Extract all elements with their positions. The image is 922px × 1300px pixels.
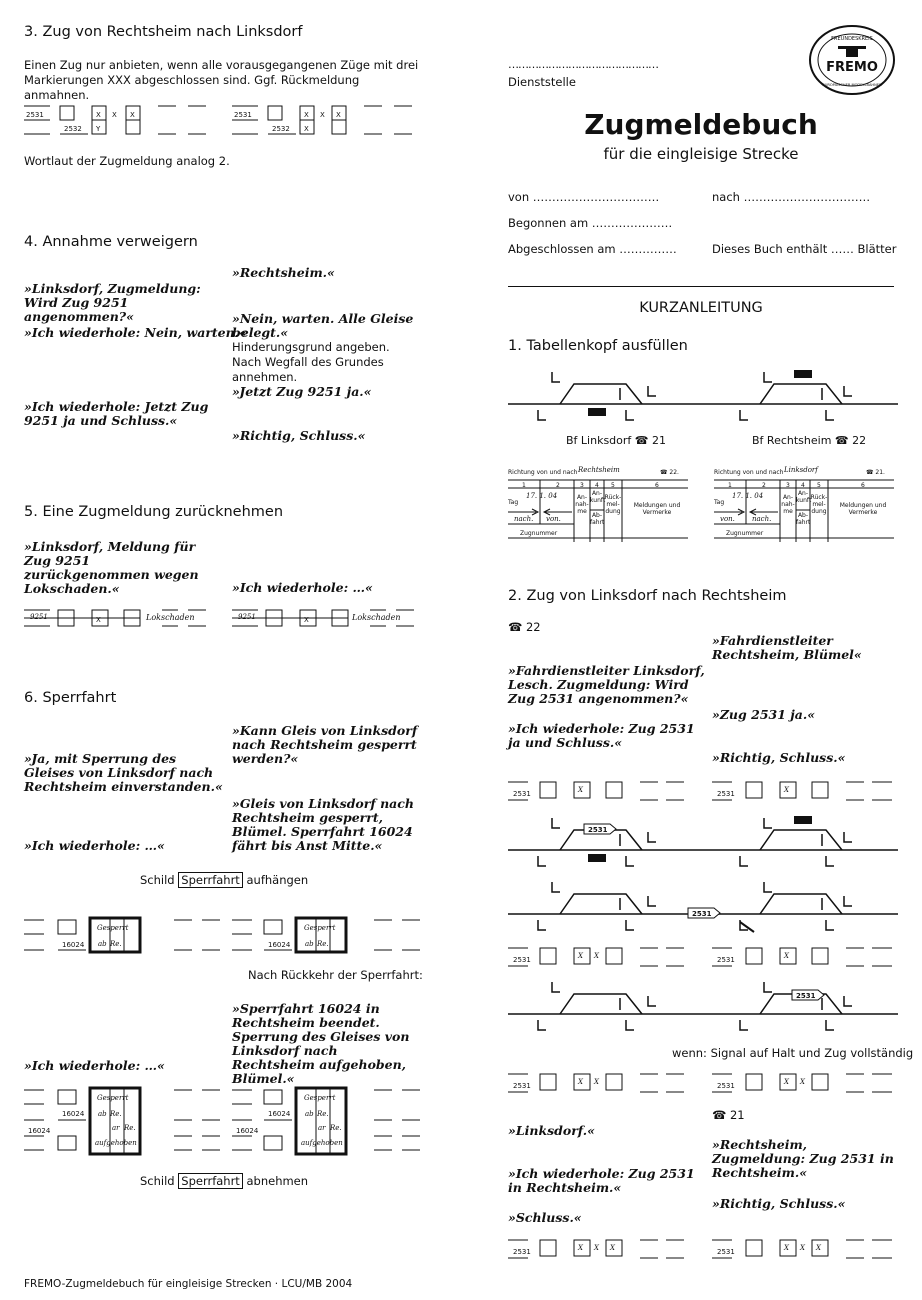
tbl-l-tag: Tag	[508, 499, 519, 506]
col-num-l-1: 1	[522, 482, 526, 489]
s2-entry-row-f	[508, 1070, 898, 1096]
tbl-r-date: 17. 1. 04	[732, 492, 764, 500]
svg-text:X: X	[96, 616, 101, 624]
svg-text:2532: 2532	[272, 125, 290, 133]
tbl-r-von: von.	[720, 515, 735, 523]
field-begonnen: Begonnen am …………………	[508, 216, 673, 230]
section3-text: Einen Zug nur anbieten, wenn alle vorausgegangenen Züge mit drei Markierungen XXX abgeschlossen sind. Ggf. Rückmeldung anmahnen.	[24, 58, 419, 102]
s2-quote-4: »Ich wiederhole: Zug 2531 ja und Schluss.«	[508, 721, 695, 750]
s6-e1-re: Re.	[110, 940, 122, 948]
bf-linksdorf: Bf Linksdorf ☎ 21	[566, 434, 666, 447]
s5-train-label-1: 9251	[30, 613, 48, 621]
s6-e2-train-b: 16024	[28, 1127, 51, 1135]
field-abgeschlossen: Abgeschlossen am ……………	[508, 242, 677, 256]
s4-quote-1: »Rechtsheim.«	[232, 265, 335, 280]
s2-quote-2: »Fahrdienstleiter Linksdorf, Lesch. Zugmeldung: Wird Zug 2531 angenommen?«	[508, 663, 705, 706]
s2-g-x-3: X	[610, 1244, 615, 1252]
s5-quote-2: »Ich wiederhole: …«	[232, 580, 373, 595]
tbl-r-zugnummer: Zugnummer	[726, 530, 764, 537]
s2-g-x-2: X	[594, 1244, 599, 1252]
s6-quote-5: »Sperrfahrt 16024 in Rechtsheim beendet. Sperrung des Gleises von Linksdorf nach Rechtsheim aufgehoben, Blümel.«	[232, 1001, 410, 1086]
section4-heading: 4. Annahme verweigern	[24, 234, 198, 250]
s6-e2-re: Re.	[110, 1110, 122, 1118]
section3-entry-graphic	[24, 100, 424, 142]
col-num-r-3: 3	[786, 482, 790, 489]
s2-tel22: ☎ 22	[508, 620, 541, 634]
tbl-l-rueck: Rück-mel-dung	[604, 494, 622, 515]
s2-a-train-2: 2531	[717, 790, 735, 798]
s2-g-x-4: X	[784, 1244, 789, 1252]
s6-e2b-gesperrt: Gesperrt	[304, 1094, 336, 1102]
s2-quote-3: »Zug 2531 ja.«	[712, 707, 816, 722]
s2-f-x-4: X	[800, 1078, 805, 1086]
tbl-r-tag: Tag	[714, 499, 725, 506]
s6-e2b-aufgehoben: aufgehoben	[301, 1139, 343, 1147]
s6-e1b-train: 16024	[268, 941, 291, 949]
s2-a-x-1: X	[578, 786, 583, 794]
s2-f-x-3: X	[784, 1078, 789, 1086]
s2-track-diagram-3	[508, 976, 898, 1036]
s2-track-diagram-2	[508, 876, 898, 932]
tbl-l-tel: ☎ 22.	[660, 469, 679, 476]
s2-g-x-1: X	[578, 1244, 583, 1252]
tbl-r-rueck: Rück-mel-dung	[810, 494, 828, 515]
svg-text:2531: 2531	[692, 910, 712, 918]
s6-e2-aufgehoben: aufgehoben	[95, 1139, 137, 1147]
s6-e2b-train-b: 16024	[236, 1127, 259, 1135]
col-num-l-6: 6	[655, 482, 659, 489]
s6-e1b-gesperrt: Gesperrt	[304, 924, 336, 932]
dienststelle-label: Dienststelle	[508, 75, 576, 89]
s2-g-x-6: X	[816, 1244, 821, 1252]
col-num-l-4: 4	[595, 482, 599, 489]
col-num-r-6: 6	[861, 482, 865, 489]
book-title: Zugmeldebuch	[584, 108, 818, 141]
s6-sign-post: aufhängen	[246, 873, 309, 887]
svg-text:X: X	[336, 111, 341, 119]
svg-text:X: X	[304, 125, 309, 133]
field-blaetter: Dieses Buch enthält …… Blätter	[712, 242, 897, 256]
s2-a-train-1: 2531	[513, 790, 531, 798]
s6-quote-2: »Ja, mit Sperrung des Gleises von Linksdorf nach Rechtsheim einverstanden.«	[24, 751, 223, 794]
svg-text:X: X	[96, 111, 101, 119]
tbl-l-von: von.	[546, 515, 561, 523]
fremo-logo	[808, 24, 896, 96]
s6-e2-gesperrt: Gesperrt	[97, 1094, 129, 1102]
s4-quote-7: »Richtig, Schluss.«	[232, 428, 366, 443]
bf-rechtsheim: Bf Rechtsheim ☎ 22	[752, 434, 867, 447]
svg-text:X: X	[112, 111, 117, 119]
s6-e1-train: 16024	[62, 941, 85, 949]
s2-f-train-1: 2531	[513, 1082, 531, 1090]
s6-quote-3: »Gleis von Linksdorf nach Rechtsheim gesperrt, Blümel. Sperrfahrt 16024 fährt bis Anst Mitte.«	[232, 796, 414, 853]
s6-e2-train: 16024	[62, 1110, 85, 1118]
s6-quote-6: »Ich wiederhole: …«	[24, 1058, 165, 1073]
s2-g-train-1: 2531	[513, 1248, 531, 1256]
tbl-l-abfahrt: Ab-fahrt	[590, 512, 605, 526]
tbl-r-nach: nach.	[752, 515, 772, 523]
s6-e2-ar: ar	[112, 1124, 120, 1132]
dienststelle-dots: ………………………………………	[508, 58, 658, 71]
s2-quote-6: »Linksdorf.«	[508, 1123, 595, 1138]
s2-quote-8: »Ich wiederhole: Zug 2531 in Rechtsheim.«	[508, 1166, 695, 1195]
s4-quote-6: »Ich wiederhole: Jetzt Zug 9251 ja und Schluss.«	[24, 399, 209, 428]
svg-text:X: X	[320, 111, 325, 119]
svg-text:2531: 2531	[234, 111, 252, 119]
s6-e2-ab: ab	[98, 1110, 107, 1118]
s6-sign-hang	[140, 873, 308, 888]
s6-e1-gesperrt: Gesperrt	[97, 924, 129, 932]
tbl-l-nach: nach.	[514, 515, 534, 523]
col-num-r-4: 4	[801, 482, 805, 489]
s4-quote-2: »Linksdorf, Zugmeldung: Wird Zug 9251 angenommen?«	[24, 281, 201, 324]
col-num-l-2: 2	[556, 482, 560, 489]
svg-text:2531: 2531	[796, 992, 816, 1000]
s4-note: Hinderungsgrund angeben. Nach Wegfall des Grundes annehmen.	[232, 340, 390, 384]
s6-e1b-re: Re.	[317, 940, 329, 948]
s2-a-x-2: X	[784, 786, 789, 794]
col-num-r-1: 1	[728, 482, 732, 489]
s6-e1-ab: ab	[98, 940, 107, 948]
s2-f-x-1: X	[578, 1078, 583, 1086]
s2-d-x-1: X	[578, 952, 583, 960]
s6-sign-pre-2: Schild	[140, 1174, 175, 1188]
s2-d-x-3: X	[784, 952, 789, 960]
tbl-l-date: 17. 1. 04	[526, 492, 558, 500]
tbl-r-name: Linksdorf	[784, 466, 818, 474]
s2-f-train-2: 2531	[717, 1082, 735, 1090]
s2-wenn: wenn: Signal auf Halt und Zug vollständig	[672, 1046, 914, 1060]
field-nach: nach ……………………………	[712, 190, 871, 204]
s4-quote-5: »Jetzt Zug 9251 ja.«	[232, 384, 372, 399]
s2-entry-row-d	[508, 944, 898, 970]
s2-f-x-2: X	[594, 1078, 599, 1086]
svg-text:2531: 2531	[588, 826, 608, 834]
s2-entry-row-g	[508, 1236, 898, 1262]
svg-text:X: X	[304, 111, 309, 119]
footer: FREMO-Zugmeldebuch für eingleisige Strecken · LCU/MB 2004	[24, 1278, 353, 1290]
tbl-r-annahme: An-nah-me	[781, 494, 795, 515]
divider	[508, 286, 894, 287]
s6-return-note: Nach Rückkehr der Sperrfahrt:	[248, 968, 423, 982]
svg-text:2531: 2531	[26, 111, 44, 119]
tbl-r-meld: Meldungen und Vermerke	[839, 502, 887, 516]
svg-text:X: X	[130, 111, 135, 119]
svg-text:Y: Y	[96, 125, 101, 133]
col-num-r-5: 5	[817, 482, 821, 489]
s2-d-train-1: 2531	[513, 956, 531, 964]
section5-heading: 5. Eine Zugmeldung zurücknehmen	[24, 504, 284, 520]
tbl-l-zugnummer: Zugnummer	[520, 530, 558, 537]
s2-track-diagram-1	[508, 812, 898, 868]
tbl-l-rich: Richtung von und nach	[508, 469, 578, 476]
s4-quote-3: »Nein, warten. Alle Gleise belegt.«	[232, 311, 414, 340]
tbl-l-meld: Meldungen und Vermerke	[633, 502, 681, 516]
tbl-r-rich: Richtung von und nach	[714, 469, 784, 476]
s5-quote-1: »Linksdorf, Meldung für Zug 9251 zurückgenommen wegen Lokschaden.«	[24, 539, 199, 596]
svg-text:EUROPÄISCHER MODELLBAHNER: EUROPÄISCHER MODELLBAHNER	[822, 83, 882, 87]
section1-track-diagram	[508, 364, 898, 424]
kurzanleitung-heading: KURZANLEITUNG	[639, 300, 763, 316]
field-von: von ……………………………	[508, 190, 660, 204]
s2-d-train-2: 2531	[717, 956, 735, 964]
tbl-r-abfahrt: Ab-fahrt	[796, 512, 811, 526]
tbl-r-tel: ☎ 21.	[866, 469, 885, 476]
s6-e2b-re2: Re.	[330, 1124, 342, 1132]
s6-e1b-ab: ab	[305, 940, 314, 948]
s6-sign-post-2: abnehmen	[246, 1174, 309, 1188]
s2-d-x-2: X	[594, 952, 599, 960]
s2-g-train-2: 2531	[717, 1248, 735, 1256]
s4-quote-4: »Ich wiederhole: Nein, warten.«	[24, 325, 247, 340]
tbl-l-ankunft: An-kunft	[590, 490, 606, 504]
s6-sign-pre: Schild	[140, 873, 175, 887]
s6-sign-remove	[140, 1174, 308, 1189]
col-num-r-2: 2	[762, 482, 766, 489]
section6-heading: 6. Sperrfahrt	[24, 690, 117, 706]
section2-heading: 2. Zug von Linksdorf nach Rechtsheim	[508, 588, 787, 604]
s2-entry-row-a	[508, 778, 898, 804]
s6-quote-4: »Ich wiederhole: …«	[24, 838, 165, 853]
tbl-l-name: Rechtsheim	[578, 466, 620, 474]
svg-text:FREMO: FREMO	[826, 60, 878, 75]
s6-entry-graphic-2	[24, 1084, 424, 1158]
s6-e2b-ab: ab	[305, 1110, 314, 1118]
s2-quote-9: »Richtig, Schluss.«	[712, 1196, 846, 1211]
section3-analog: Wortlaut der Zugmeldung analog 2.	[24, 154, 230, 168]
s2-quote-10: »Schluss.«	[508, 1210, 582, 1225]
section3-heading: 3. Zug von Rechtsheim nach Linksdorf	[24, 24, 303, 40]
s6-e2-re2: Re.	[124, 1124, 136, 1132]
s6-entry-graphic-1	[24, 914, 424, 958]
col-num-l-5: 5	[611, 482, 615, 489]
s6-e2b-ar: ar	[318, 1124, 326, 1132]
s6-e2b-train: 16024	[268, 1110, 291, 1118]
book-subtitle: für die eingleisige Strecke	[603, 145, 799, 163]
s2-quote-1: »Fahrdienstleiter Rechtsheim, Blümel«	[712, 633, 862, 662]
s5-note-2: Lokschaden	[352, 613, 401, 622]
s2-g-x-5: X	[800, 1244, 805, 1252]
s6-sign-word-2: Sperrfahrt	[178, 1173, 243, 1189]
col-num-l-3: 3	[580, 482, 584, 489]
s5-train-label-2: 9251	[238, 613, 256, 621]
svg-text:2532: 2532	[64, 125, 82, 133]
s2-quote-5: »Richtig, Schluss.«	[712, 750, 846, 765]
s2-tel21: ☎ 21	[712, 1108, 745, 1122]
s2-quote-7: »Rechtsheim, Zugmeldung: Zug 2531 in Rechtsheim.«	[712, 1137, 894, 1180]
s6-quote-1: »Kann Gleis von Linksdorf nach Rechtsheim gesperrt werden?«	[232, 723, 418, 766]
s5-note-1: Lokschaden	[146, 613, 195, 622]
tbl-l-annahme: An-nah-me	[575, 494, 589, 515]
section1-heading: 1. Tabellenkopf ausfüllen	[508, 338, 688, 354]
s6-sign-word: Sperrfahrt	[178, 872, 243, 888]
s6-e2b-re: Re.	[317, 1110, 329, 1118]
svg-text:X: X	[304, 616, 309, 624]
svg-text:FREUNDESKREIS: FREUNDESKREIS	[831, 36, 873, 42]
tbl-r-ankunft: An-kunft	[796, 490, 812, 504]
